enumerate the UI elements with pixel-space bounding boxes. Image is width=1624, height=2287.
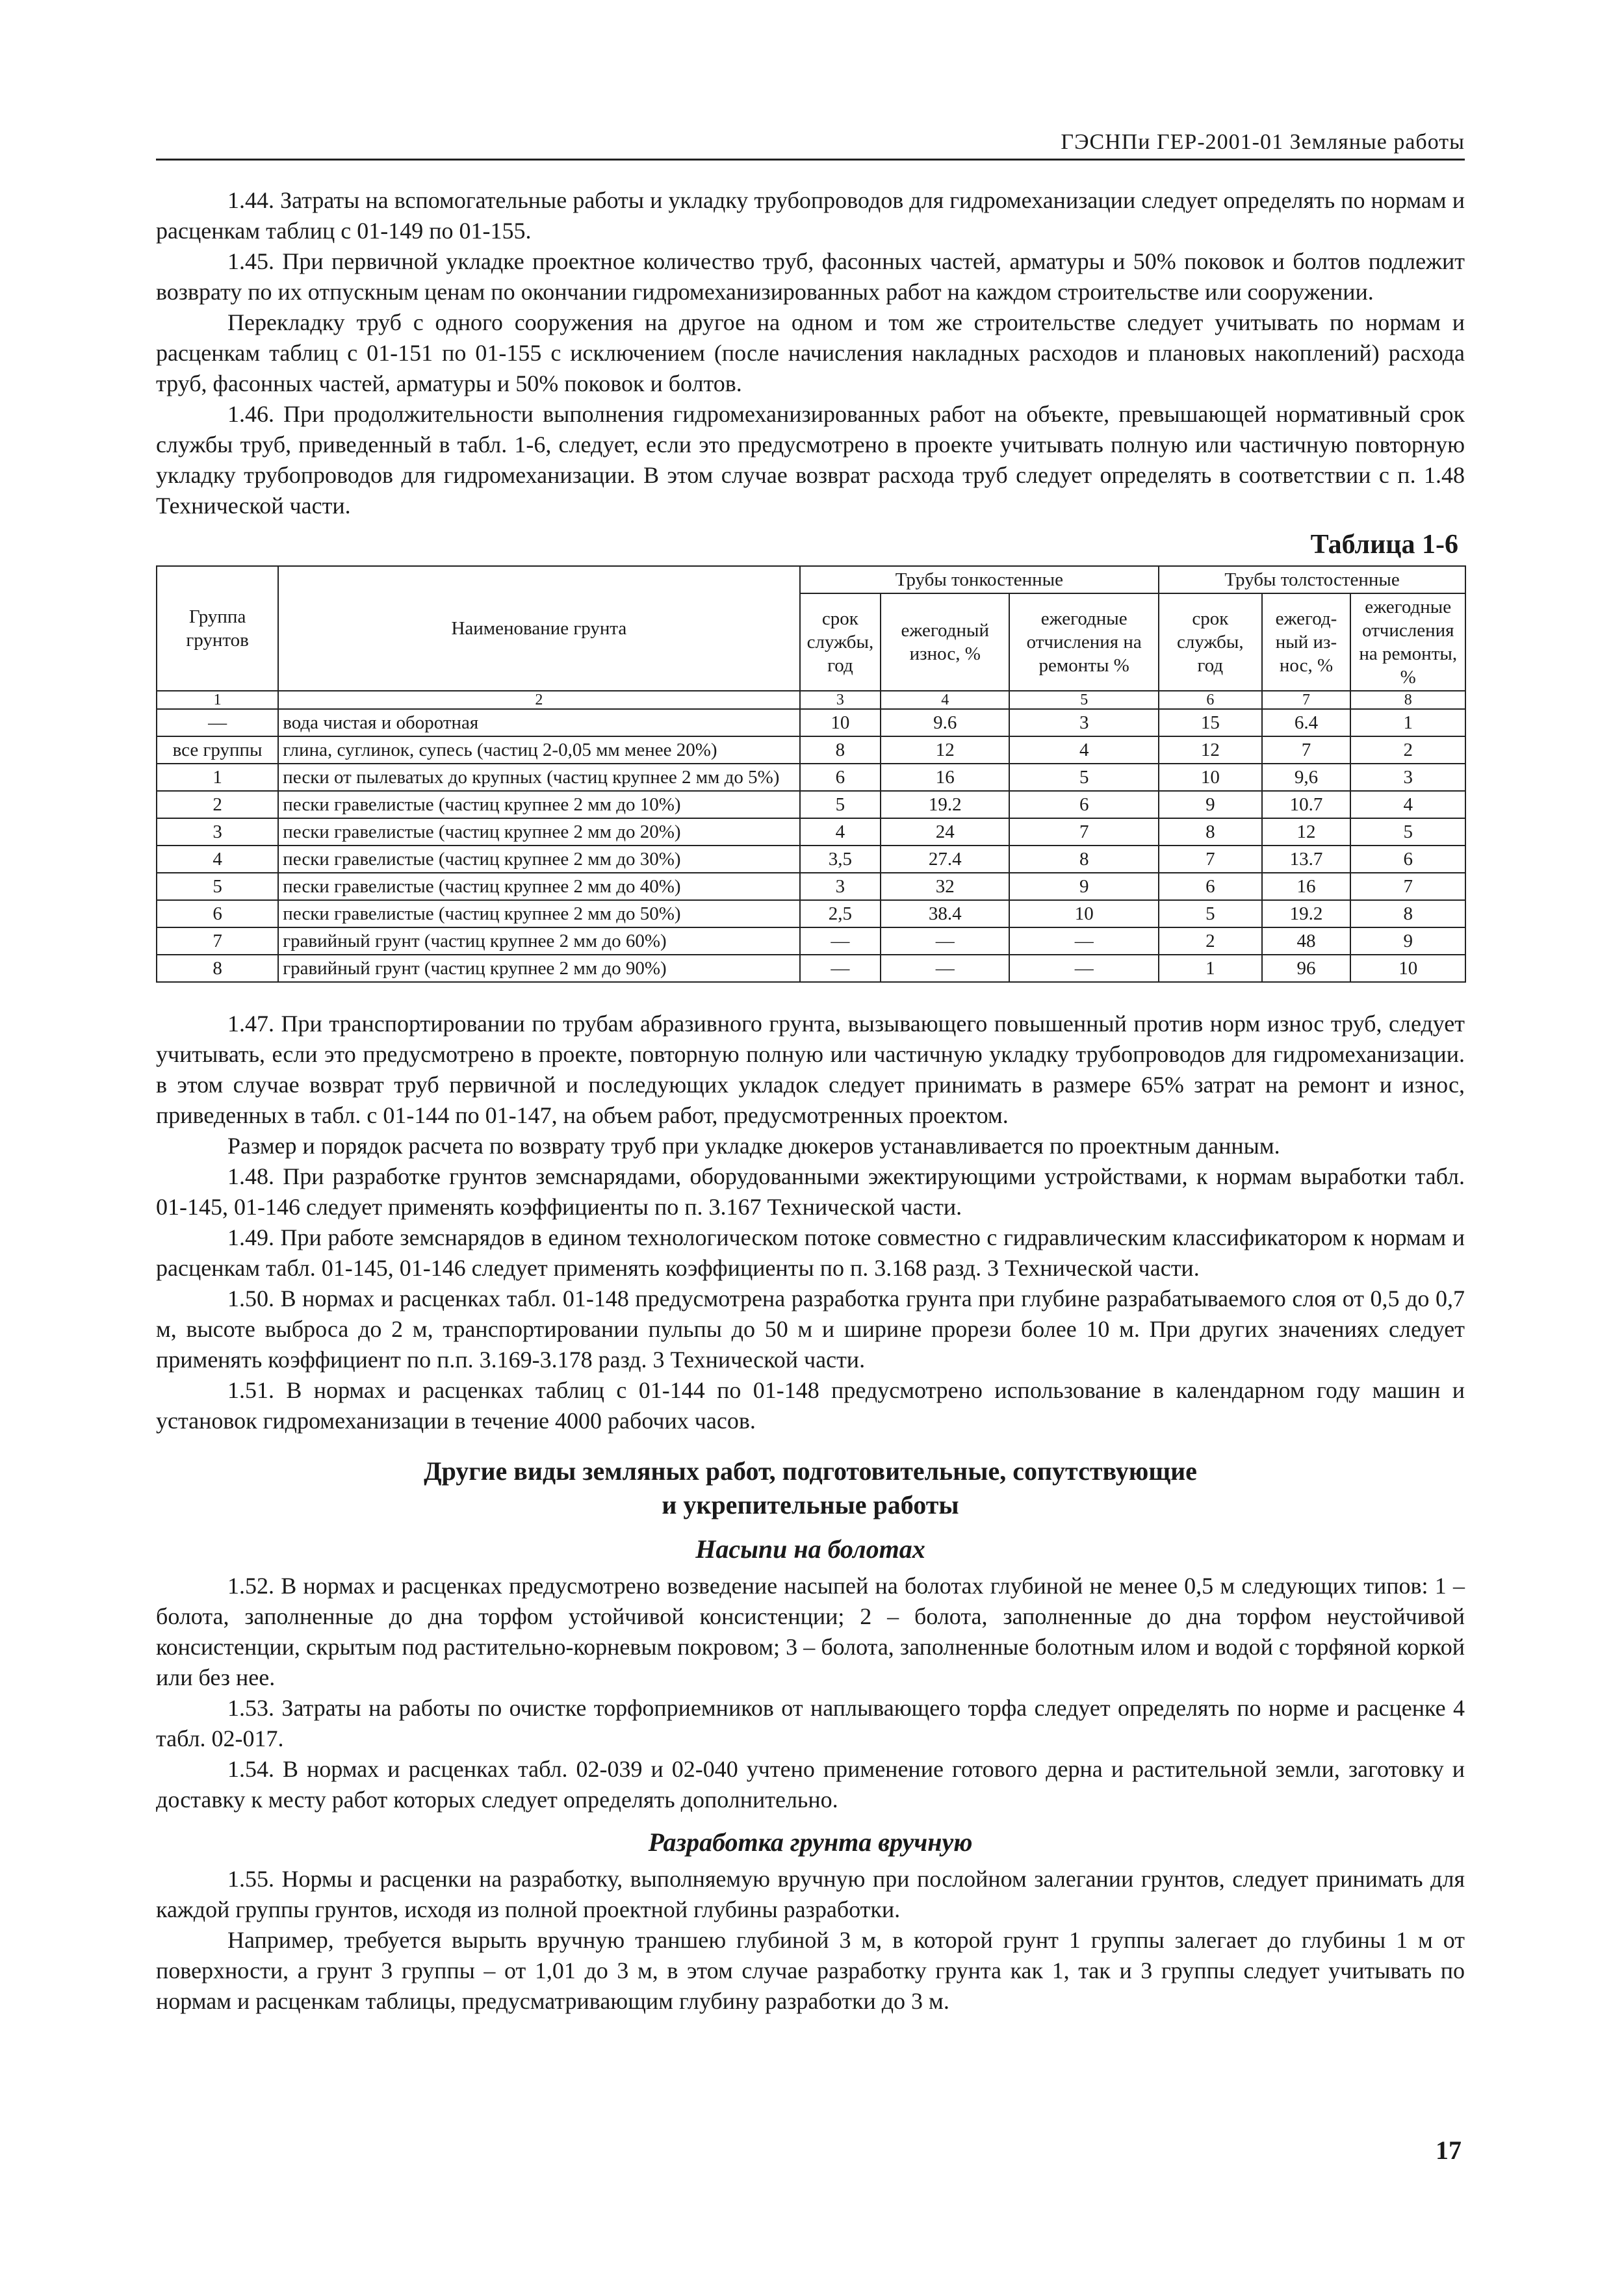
table-row [157, 873, 1465, 900]
table-row [157, 818, 1465, 846]
cell-group: — [157, 709, 278, 736]
cell-value: 9 [1350, 927, 1465, 955]
cell-value: 8 [1350, 900, 1465, 927]
cell-value: 16 [881, 764, 1009, 791]
col-number: 4 [881, 691, 1009, 709]
cell-value: 9 [1159, 791, 1261, 818]
paragraph-1-44: 1.44. Затраты на вспомогательные работы и укладку трубопроводов для гидромеханизации следует определять по нормам и расценкам таблиц с 01-149 по 01-155. [156, 187, 1465, 244]
paragraph-1-55: 1.55. Нормы и расценки на разработку, выполняемую вручную при послойном залегании грунтов, следует принимать для каждой группы грунтов, исходя из полной проектной глубины разработки. [156, 1866, 1465, 1922]
header-thin-repair: ежегодные отчисления на ремонты % [1009, 593, 1159, 691]
table-row [157, 709, 1465, 736]
cell-value: 12 [881, 736, 1009, 764]
section-title [156, 1454, 1465, 1522]
cell-value: 19.2 [881, 791, 1009, 818]
cell-value: 32 [881, 873, 1009, 900]
cell-group: 7 [157, 927, 278, 955]
paragraph-1-49: 1.49. При работе земснарядов в едином технологическом потоке совместно с гидравлическим классификатором к нормам и расценкам табл. 01-145, 01-146 следует применять коэффициенты по п. 3.168 разд. 3 Технической части. [156, 1224, 1465, 1281]
cell-value: 12 [1159, 736, 1261, 764]
cell-group: все группы [157, 736, 278, 764]
cell-soil-name: глина, суглинок, супесь (частиц 2-0,05 мм менее 20%) [278, 736, 799, 764]
cell-value: 48 [1262, 927, 1351, 955]
running-header: ГЭСНПи ГЕР-2001-01 Земляные работы [156, 130, 1465, 161]
cell-value: 38.4 [881, 900, 1009, 927]
cell-value: 4 [1009, 736, 1159, 764]
cell-value: 7 [1350, 873, 1465, 900]
cell-value: 3 [1350, 764, 1465, 791]
cell-value: — [800, 955, 881, 982]
cell-group: 6 [157, 900, 278, 927]
header-soil-name: Наименование грунта [278, 566, 799, 691]
cell-soil-name: гравийный грунт (частиц крупнее 2 мм до 60%) [278, 927, 799, 955]
cell-value: 3 [1009, 709, 1159, 736]
col-number: 5 [1009, 691, 1159, 709]
paragraph-1-51: 1.51. В нормах и расценках таблиц с 01-144 по 01-148 предусмотрено использование в календарном году машин и установок гидромеханизации в течение 4000 рабочих часов. [156, 1377, 1465, 1434]
table-row [157, 791, 1465, 818]
cell-group: 4 [157, 846, 278, 873]
cell-value: 6 [1350, 846, 1465, 873]
cell-group: 2 [157, 791, 278, 818]
col-number: 2 [278, 691, 799, 709]
page-number: 17 [1436, 2136, 1462, 2165]
col-number: 6 [1159, 691, 1261, 709]
cell-value: 4 [1350, 791, 1465, 818]
cell-value: 27.4 [881, 846, 1009, 873]
table-row [157, 736, 1465, 764]
cell-group: 5 [157, 873, 278, 900]
cell-value: 5 [1350, 818, 1465, 846]
cell-value: 3 [800, 873, 881, 900]
cell-value: 10 [1009, 900, 1159, 927]
cell-value: 10 [1159, 764, 1261, 791]
header-thick-service: срок службы, год [1159, 593, 1261, 691]
header-thick-wear: ежегод-ный из-нос, % [1262, 593, 1351, 691]
cell-value: 8 [800, 736, 881, 764]
cell-value: 10 [800, 709, 881, 736]
cell-soil-name: пески от пылеватых до крупных (частиц крупнее 2 мм до 5%) [278, 764, 799, 791]
cell-soil-name: пески гравелистые (частиц крупнее 2 мм до 40%) [278, 873, 799, 900]
cell-value: — [1009, 955, 1159, 982]
col-number: 3 [800, 691, 881, 709]
col-number: 7 [1262, 691, 1351, 709]
cell-value: — [1009, 927, 1159, 955]
paragraph-1-50: 1.50. В нормах и расценках табл. 01-148 предусмотрена разработка грунта при глубине разрабатываемого слоя от 0,5 до 0,7 м, высоте выброса до 2 м, транспортировании пульпы до 50 м и ширине прорези более 10 м. При других значениях следует применять коэффициент по п.п. 3.169-3.178 разд. 3 Технической части. [156, 1286, 1465, 1373]
cell-value: 8 [1159, 818, 1261, 846]
cell-soil-name: пески гравелистые (частиц крупнее 2 мм до 10%) [278, 791, 799, 818]
paragraph-1-52: 1.52. В нормах и расценках предусмотрено возведение насыпей на болотах глубиной не менее 0,5 м следующих типов: 1 – болота, заполненные до дна торфом устойчивой консистенции; 2 – болота, заполненные до дна торфом неустойчивой консистенции, скрытым под растительно-корневым покровом; 3 – болота, заполненные болотным илом и водой с торфяной коркой или без нее. [156, 1573, 1465, 1690]
subsection-manual: Разработка грунта вручную [648, 1828, 973, 1857]
pipe-service-table [156, 565, 1466, 983]
cell-soil-name: вода чистая и оборотная [278, 709, 799, 736]
cell-value: 9.6 [881, 709, 1009, 736]
cell-value: 13.7 [1262, 846, 1351, 873]
table-title: Таблица 1-6 [1310, 530, 1458, 560]
paragraph-relay: Перекладку труб с одного сооружения на другое на одном и том же строительстве следует учитывать по нормам и расценкам таблиц с 01-151 по 01-155 с исключением (после начисления накладных расходов и плановых накоплений) расхода труб, фасонных частей, арматуры и 50% поковок и болтов. [156, 309, 1465, 396]
subsection-swamps: Насыпи на болотах [695, 1534, 925, 1564]
cell-value: 6 [1009, 791, 1159, 818]
cell-value: 10 [1350, 955, 1465, 982]
cell-value: 2 [1159, 927, 1261, 955]
cell-value: 3,5 [800, 846, 881, 873]
cell-value: 12 [1262, 818, 1351, 846]
section-title-line-1: Другие виды земляных работ, подготовительные, сопутствующие [424, 1456, 1197, 1486]
paragraph-1-47: 1.47. При транспортировании по трубам абразивного грунта, вызывающего повышенный против норм износ труб, следует учитывать, если это предусмотрено в проекте, повторную полную или частичную укладку трубопроводов для гидромеханизации. в этом случае возврат труб первичной и последующих укладок следует принимать в размере 65% затрат на ремонт и износ, приведенных в табл. с 01-144 по 01-147, на объем работ, предусмотренных проектом. [156, 1011, 1465, 1128]
cell-value: 96 [1262, 955, 1351, 982]
header-thick-pipes: Трубы толстостенные [1159, 566, 1465, 593]
cell-value: — [881, 927, 1009, 955]
cell-value: 9,6 [1262, 764, 1351, 791]
cell-value: 2 [1350, 736, 1465, 764]
cell-value: 1 [1350, 709, 1465, 736]
section-title-line-2: и укрепительные работы [662, 1490, 959, 1519]
cell-value: — [800, 927, 881, 955]
cell-value: 1 [1159, 955, 1261, 982]
paragraph-1-45: 1.45. При первичной укладке проектное количество труб, фасонных частей, арматуры и 50% поковок и болтов подлежит возврату по их отпускным ценам по окончании гидромеханизированных работ на каждом строительстве или сооружении. [156, 248, 1465, 305]
cell-soil-name: гравийный грунт (частиц крупнее 2 мм до 90%) [278, 955, 799, 982]
cell-value: 9 [1009, 873, 1159, 900]
cell-value: 16 [1262, 873, 1351, 900]
cell-soil-name: пески гравелистые (частиц крупнее 2 мм до 30%) [278, 846, 799, 873]
cell-value: 24 [881, 818, 1009, 846]
paragraph-1-53: 1.53. Затраты на работы по очистке торфоприемников от наплывающего торфа следует определять по норме и расценке 4 табл. 02-017. [156, 1695, 1465, 1751]
header-thin-pipes: Трубы тонкостенные [800, 566, 1159, 593]
table-row [157, 900, 1465, 927]
header-thin-wear: ежегодный износ, % [881, 593, 1009, 691]
cell-value: 19.2 [1262, 900, 1351, 927]
cell-value: 6.4 [1262, 709, 1351, 736]
table-row [157, 927, 1465, 955]
cell-soil-name: пески гравелистые (частиц крупнее 2 мм до 20%) [278, 818, 799, 846]
cell-group: 1 [157, 764, 278, 791]
header-thin-service: срок службы, год [800, 593, 881, 691]
cell-value: 4 [800, 818, 881, 846]
col-number: 8 [1350, 691, 1465, 709]
cell-soil-name: пески гравелистые (частиц крупнее 2 мм до 50%) [278, 900, 799, 927]
cell-value: 10.7 [1262, 791, 1351, 818]
cell-value: 8 [1009, 846, 1159, 873]
cell-group: 3 [157, 818, 278, 846]
paragraph-1-46: 1.46. При продолжительности выполнения гидромеханизированных работ на объекте, превышающей нормативный срок службы труб, приведенный в табл. 1-6, следует, если это предусмотрено в проекте учитывать полную или частичную повторную укладку трубопроводов для гидромеханизации. В этом случае возврат расхода труб следует определять в соответствии с п. 1.48 Технической части. [156, 401, 1465, 519]
cell-value: 2,5 [800, 900, 881, 927]
col-number: 1 [157, 691, 278, 709]
header-group: Группа грунтов [157, 566, 278, 691]
paragraph-1-48: 1.48. При разработке грунтов земснарядами, оборудованными эжектирующими устройствами, к нормам выработки табл. 01-145, 01-146 следует применять коэффициенты по п. 3.167 Технической части. [156, 1163, 1465, 1220]
cell-value: — [881, 955, 1009, 982]
cell-value: 7 [1159, 846, 1261, 873]
header-thick-repair: ежегодные отчисления на ремонты, % [1350, 593, 1465, 691]
cell-value: 5 [1159, 900, 1261, 927]
cell-value: 6 [1159, 873, 1261, 900]
paragraph-1-54: 1.54. В нормах и расценках табл. 02-039 и 02-040 учтено применение готового дерна и растительной земли, заготовку и доставку к месту работ которых следует определять дополнительно. [156, 1756, 1465, 1813]
cell-value: 6 [800, 764, 881, 791]
cell-value: 7 [1009, 818, 1159, 846]
table-row [157, 846, 1465, 873]
table-row [157, 955, 1465, 982]
table-row [157, 764, 1465, 791]
paragraph-dukers: Размер и порядок расчета по возврату труб при укладке дюкеров устанавливается по проектным данным. [227, 1133, 1280, 1159]
cell-value: 5 [800, 791, 881, 818]
cell-group: 8 [157, 955, 278, 982]
column-number-row [157, 691, 1465, 709]
cell-value: 7 [1262, 736, 1351, 764]
paragraph-example: Например, требуется вырыть вручную траншею глубиной 3 м, в которой грунт 1 группы залегает до глубины 1 м от поверхности, а грунт 3 группы – от 1,01 до 3 м, в этом случае разработку грунта как 1, так и 3 группы следует учитывать по нормам и расценкам таблицы, предусматривающим глубину разработки до 3 м. [156, 1927, 1465, 2014]
cell-value: 5 [1009, 764, 1159, 791]
cell-value: 15 [1159, 709, 1261, 736]
